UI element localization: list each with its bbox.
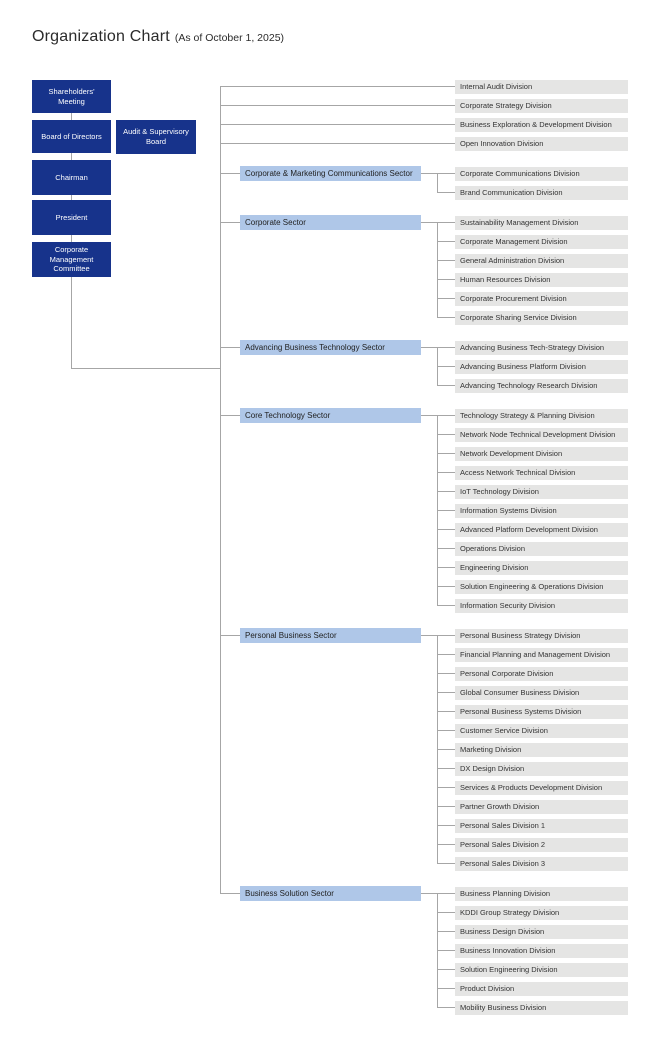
connector-line <box>437 453 455 454</box>
connector-line <box>71 113 72 120</box>
connector-line <box>437 749 455 750</box>
connector-line <box>220 87 221 894</box>
division-box-business-design-division: Business Design Division <box>455 925 628 939</box>
division-box-personal-corporate-division: Personal Corporate Division <box>455 667 628 681</box>
division-box-business-planning-division: Business Planning Division <box>455 887 628 901</box>
division-box-information-security-division: Information Security Division <box>455 599 628 613</box>
sector-box-core-technology-sector: Core Technology Sector <box>240 408 421 423</box>
connector-line <box>437 768 455 769</box>
connector-line <box>437 174 438 193</box>
division-box-internal-audit-division: Internal Audit Division <box>455 80 628 94</box>
connector-line <box>437 567 455 568</box>
division-box-corporate-management-division: Corporate Management Division <box>455 235 628 249</box>
box-shareholders-meeting: Shareholders' Meeting <box>32 80 111 113</box>
division-box-iot-technology-division: IoT Technology Division <box>455 485 628 499</box>
division-box-corporate-communications-division: Corporate Communications Division <box>455 167 628 181</box>
box-audit-supervisory-board: Audit & Supervisory Board <box>116 120 196 154</box>
connector-line <box>437 298 455 299</box>
connector-line <box>437 654 455 655</box>
sector-box-advancing-business-technology-sector: Advancing Business Technology Sector <box>240 340 421 355</box>
division-box-sustainability-management-division: Sustainability Management Division <box>455 216 628 230</box>
connector-line <box>437 950 455 951</box>
division-box-personal-business-systems-division: Personal Business Systems Division <box>455 705 628 719</box>
division-box-brand-communication-division: Brand Communication Division <box>455 186 628 200</box>
connector-line <box>437 692 455 693</box>
connector-line <box>421 347 455 348</box>
page-subtitle: (As of October 1, 2025) <box>174 32 285 44</box>
sector-box-corporate-marketing-communications-sector: Corporate & Marketing Communications Sector <box>240 166 421 181</box>
division-box-corporate-procurement-division: Corporate Procurement Division <box>455 292 628 306</box>
connector-line <box>437 192 455 193</box>
connector-line <box>437 223 438 318</box>
connector-line <box>437 260 455 261</box>
connector-line <box>437 969 455 970</box>
connector-line <box>220 415 240 416</box>
connector-line <box>437 806 455 807</box>
connector-line <box>421 222 455 223</box>
connector-line <box>220 143 455 144</box>
connector-line <box>437 317 455 318</box>
division-box-engineering-division: Engineering Division <box>455 561 628 575</box>
sector-box-personal-business-sector: Personal Business Sector <box>240 628 421 643</box>
connector-line <box>437 912 455 913</box>
connector-line <box>437 787 455 788</box>
division-box-human-resources-division: Human Resources Division <box>455 273 628 287</box>
division-box-advancing-technology-research-division: Advancing Technology Research Division <box>455 379 628 393</box>
division-box-access-network-technical-division: Access Network Technical Division <box>455 466 628 480</box>
division-box-advancing-business-platform-division: Advancing Business Platform Division <box>455 360 628 374</box>
division-box-solution-engineering-division: Solution Engineering Division <box>455 963 628 977</box>
box-president: President <box>32 200 111 235</box>
division-box-technology-strategy-planning-division: Technology Strategy & Planning Division <box>455 409 628 423</box>
box-corporate-management-committee: Corporate Management Committee <box>32 242 111 277</box>
division-box-open-innovation-division: Open Innovation Division <box>455 137 628 151</box>
connector-line <box>437 434 455 435</box>
division-box-product-division: Product Division <box>455 982 628 996</box>
division-box-corporate-sharing-service-division: Corporate Sharing Service Division <box>455 311 628 325</box>
connector-line <box>437 510 455 511</box>
division-box-services-products-development-division: Services & Products Development Division <box>455 781 628 795</box>
connector-line <box>220 105 455 106</box>
division-box-customer-service-division: Customer Service Division <box>455 724 628 738</box>
division-box-personal-sales-division-3: Personal Sales Division 3 <box>455 857 628 871</box>
division-box-information-systems-division: Information Systems Division <box>455 504 628 518</box>
box-chairman: Chairman <box>32 160 111 195</box>
connector-line <box>220 86 455 87</box>
division-box-financial-planning-and-management-division: Financial Planning and Management Division <box>455 648 628 662</box>
division-box-partner-growth-division: Partner Growth Division <box>455 800 628 814</box>
connector-line <box>437 529 455 530</box>
connector-line <box>220 222 240 223</box>
sector-box-business-solution-sector: Business Solution Sector <box>240 886 421 901</box>
division-box-personal-sales-division-2: Personal Sales Division 2 <box>455 838 628 852</box>
division-box-advancing-business-tech-strategy-division: Advancing Business Tech-Strategy Division <box>455 341 628 355</box>
connector-line <box>220 347 240 348</box>
connector-line <box>437 385 455 386</box>
connector-line <box>437 1007 455 1008</box>
connector-line <box>437 931 455 932</box>
division-box-general-administration-division: General Administration Division <box>455 254 628 268</box>
connector-line <box>437 548 455 549</box>
division-box-network-development-division: Network Development Division <box>455 447 628 461</box>
connector-line <box>421 173 455 174</box>
division-box-personal-sales-division-1: Personal Sales Division 1 <box>455 819 628 833</box>
connector-line <box>71 195 72 200</box>
division-box-marketing-division: Marketing Division <box>455 743 628 757</box>
division-box-personal-business-strategy-division: Personal Business Strategy Division <box>455 629 628 643</box>
connector-line <box>220 124 455 125</box>
connector-line <box>437 730 455 731</box>
connector-line <box>437 472 455 473</box>
division-box-advanced-platform-development-division: Advanced Platform Development Division <box>455 523 628 537</box>
connector-line <box>437 988 455 989</box>
division-box-mobility-business-division: Mobility Business Division <box>455 1001 628 1015</box>
connector-line <box>71 277 72 369</box>
connector-line <box>220 635 240 636</box>
connector-line <box>421 415 455 416</box>
connector-line <box>421 635 455 636</box>
division-box-business-exploration-development-division: Business Exploration & Development Division <box>455 118 628 132</box>
connector-line <box>437 279 455 280</box>
division-box-business-innovation-division: Business Innovation Division <box>455 944 628 958</box>
division-box-dx-design-division: DX Design Division <box>455 762 628 776</box>
connector-line <box>437 366 455 367</box>
connector-line <box>437 711 455 712</box>
connector-line <box>437 491 455 492</box>
connector-line <box>71 235 72 242</box>
connector-line <box>437 241 455 242</box>
connector-line <box>220 173 240 174</box>
page-title: Organization Chart <box>32 28 170 45</box>
connector-line <box>71 153 72 160</box>
division-box-operations-division: Operations Division <box>455 542 628 556</box>
connector-line <box>72 368 221 369</box>
sector-box-corporate-sector: Corporate Sector <box>240 215 421 230</box>
connector-line <box>437 844 455 845</box>
connector-line <box>437 673 455 674</box>
connector-line <box>437 586 455 587</box>
box-board-of-directors: Board of Directors <box>32 120 111 153</box>
connector-line <box>437 863 455 864</box>
division-box-corporate-strategy-division: Corporate Strategy Division <box>455 99 628 113</box>
division-box-solution-engineering-operations-division: Solution Engineering & Operations Division <box>455 580 628 594</box>
division-box-kddi-group-strategy-division: KDDI Group Strategy Division <box>455 906 628 920</box>
connector-line <box>437 825 455 826</box>
connector-line <box>220 893 240 894</box>
division-box-global-consumer-business-division: Global Consumer Business Division <box>455 686 628 700</box>
connector-line <box>421 893 455 894</box>
connector-line <box>437 605 455 606</box>
division-box-network-node-technical-development-division: Network Node Technical Development Division <box>455 428 628 442</box>
